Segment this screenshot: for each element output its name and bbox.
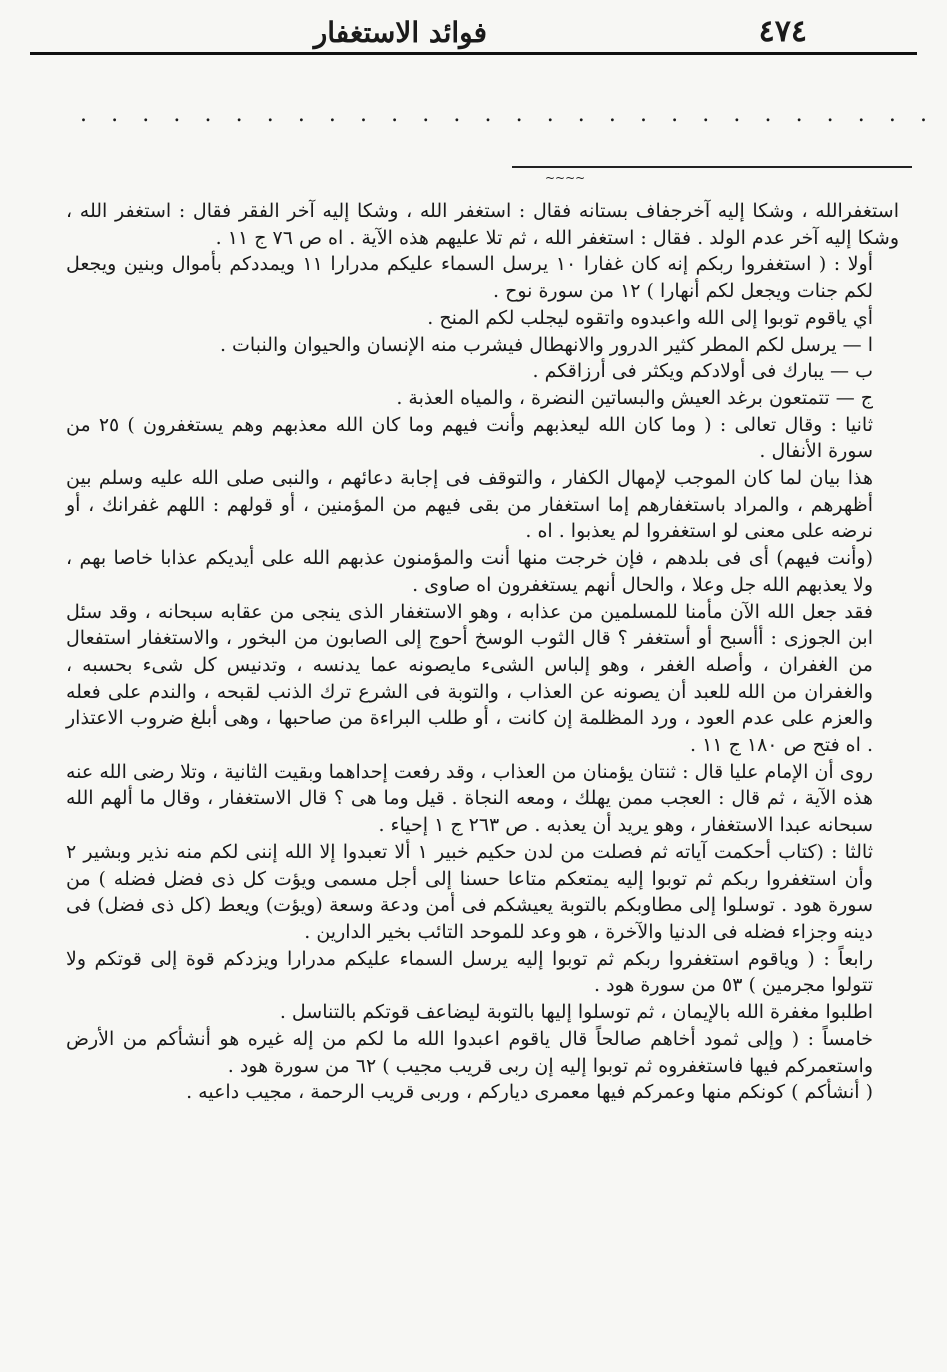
ellipsis-dot: .: [266, 102, 274, 127]
ellipsis-dot: .: [546, 102, 554, 127]
ellipsis-dot: .: [671, 102, 679, 127]
ellipsis-row: [80, 104, 927, 126]
paragraph: أي ياقوم توبوا إلى الله واعبدوه واتقوه ليجلب لكم المنح .: [427, 306, 873, 329]
paragraph: هذا بيان لما كان الموجب لإمهال الكفار ، والتوقف فى إجابة دعائهم ، والنبى صلى الله عليه وسلم بين أظهرهم ، والمراد باستغفارهم إما استغفار من بقى فيهم من المؤمنين ، أو قولهم : اللهم غفرانك ، أو نرضه على معنى لو استغفروا لم يعذبوا . اه .: [66, 467, 873, 543]
ellipsis-dot: .: [297, 102, 305, 127]
ellipsis-dot: .: [733, 102, 741, 127]
paragraph: روى أن الإمام عليا قال : ثنتان يؤمنان من العذاب ، وقد رفعت إحداهما وبقيت الثانية ، وتلا رضى الله عنه هذه الآية ، ثم قال : العجب ممن يهلك ، ومعه النجاة . قيل وما هى ؟ قال الاستغفار ، وقال ما ألهم الله سبحانه عبدا الاستغفار ، وهو يريد أن يعذبه . ص ٢٦٣ ج ١ إحياء .: [66, 760, 873, 837]
ellipsis-dot: .: [391, 102, 399, 127]
paragraph: فقد جعل الله الآن مأمنا للمسلمين من عذابه ، وهو الاستغفار الذى ينجى من عقابه سبحانه ، وقد سئل ابن الجوزى : أأسبح أو أستغفر ؟ قال الثوب الوسخ أحوج إلى الصابون من البخور ، والاستغفار استفعال من الغفران ، وأصله الغفر ، وهو إلباس الشىء مايصونه عما يدنسه ، وتدنيس كل شىء بحسبه ، والغفران من الله للعبد أن يصونه عن العذاب ، والتوبة فى الشرع ترك الذنب لقبحه ، والندم على فعله والعزم على عدم العود ، ورد المظلمة إن كانت ، أو طلب البراءة من صاحبها ، وهى أبلغ ضروب الاعتذار . اه فتح ص ١٨٠ ج ١١ .: [66, 600, 873, 757]
paragraph: خامساً : ( وإلى ثمود أخاهم صالحاً قال ياقوم اعبدوا الله ما لكم من إله غيره هو أنشأكم من الأرض واستعمركم فيها فاستغفروه ثم توبوا إليه إن ربى قريب مجيب ) ٦٢ من سورة هود .: [66, 1027, 873, 1077]
ellipsis-dot: .: [920, 102, 927, 127]
ellipsis-dot: .: [888, 102, 896, 127]
paragraph: ثانيا : وقال تعالى : ( وما كان الله ليعذبهم وأنت فيهم وما كان الله معذبهم وهم يستغفرون ) ٢٥ من سورة الأنفال .: [66, 413, 873, 463]
ornament: ~~~~: [545, 171, 586, 185]
page-number: ٤٧٤: [758, 14, 807, 49]
paragraph: أولا : ( استغفروا ربكم إنه كان غفارا ١٠ يرسل السماء عليكم مدرارا ١١ ويمددكم بأموال وبنين ويجعل لكم جنات ويجعل لكم أنهارا ) ١٢ من سورة نوح .: [66, 253, 874, 303]
paragraph: ثالثا : (كتاب أحكمت آياته ثم فصلت من لدن حكيم خبير ١ ألا تعبدوا إلا الله إننى لكم منه نذير وبشير ٢ وأن استغفروا ربكم ثم توبوا إليه يمتعكم متاعا حسنا إلى أجل مسمى ويؤت كل ذى فضل فضله ) من سورة هود . توسلوا إلى مطاوبكم بالتوبة يعيشكم فى أمن ودعة وسعة (ويؤت) ويعط (كل ذى فضل) فى دينه وجزاء فضله فى الدنيا والآخرة ، هو وعد للموحد التائب بخير الدارين .: [66, 840, 874, 943]
ellipsis-dot: .: [80, 102, 88, 127]
ellipsis-dot: .: [204, 102, 212, 127]
header-rule: [30, 52, 917, 55]
ellipsis-dot: .: [515, 102, 523, 127]
paragraph: ( أنشأكم ) كونكم منها وعمركم فيها معمرى دياركم ، وربى قريب الرحمة ، مجيب داعيه .: [186, 1081, 873, 1104]
paragraph: استغفرالله ، وشكا إليه آخرجفاف بستانه فقال : استغفر الله ، وشكا إليه آخر الفقر فقال : استغفر الله ، وشكا إليه آخر عدم الولد . فقال : استغفر الله ، ثم تلا عليهم هذه الآية . اه ص ٧٦ ج ١١ .: [66, 200, 899, 249]
ellipsis-dot: .: [484, 102, 492, 127]
footnote-rule: [512, 166, 912, 168]
ellipsis-dot: .: [453, 102, 461, 127]
ellipsis-dot: .: [142, 102, 150, 127]
ellipsis-dot: .: [702, 102, 710, 127]
paragraph: رابعاً : ( وياقوم استغفروا ربكم ثم توبوا إليه يرسل السماء عليكم مدرارا ويزدكم قوة إلى قوتكم ولا تتولوا مجرمين ) ٥٣ من سورة هود .: [66, 947, 873, 997]
ellipsis-dot: .: [173, 102, 181, 127]
body-text: [66, 198, 899, 1106]
ellipsis-dot: .: [608, 102, 616, 127]
ellipsis-dot: .: [764, 102, 772, 127]
ellipsis-dot: .: [640, 102, 648, 127]
paragraph: ج — تتمتعون برغد العيش والبساتين النضرة ، والمياه العذبة .: [396, 386, 873, 409]
page-header: [30, 8, 917, 54]
ellipsis-dot: .: [111, 102, 119, 127]
paragraph: ب — يبارك فى أولادكم ويكثر فى أرزاقكم .: [532, 360, 873, 383]
paragraph: (وأنت فيهم) أى فى بلدهم ، فإن خرجت منها أنت والمؤمنون عذبهم الله على أيديكم عذابا خاصا بهم ، ولا يعذبهم الله جل وعلا ، والحال أنهم يستغفرون اه صاوى .: [66, 547, 873, 596]
ellipsis-dot: .: [235, 102, 243, 127]
ellipsis-dot: .: [360, 102, 368, 127]
paragraph: ا — يرسل لكم المطر كثير الدرور والانهطال فيشرب منه الإنسان والحيوان والنبات .: [219, 333, 873, 356]
running-title: فوائد الاستغفار: [313, 16, 487, 49]
ellipsis-dot: .: [328, 102, 336, 127]
paragraph: اطلبوا مغفرة الله بالإيمان ، ثم توسلوا إليها بالتوبة ليضاعف قوتكم بالتناسل .: [279, 1001, 873, 1024]
ellipsis-dot: .: [577, 102, 585, 127]
ellipsis-dot: .: [826, 102, 834, 127]
ellipsis-dot: .: [857, 102, 865, 127]
ellipsis-dot: .: [422, 102, 430, 127]
ellipsis-dot: .: [795, 102, 803, 127]
